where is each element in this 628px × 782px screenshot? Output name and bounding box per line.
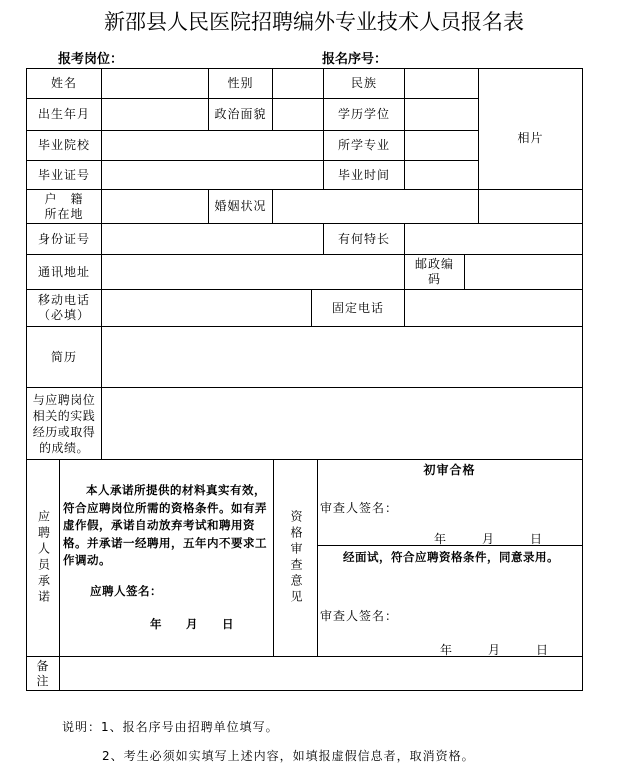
name-field[interactable] <box>102 69 208 98</box>
address-field[interactable] <box>102 255 404 289</box>
label-skills: 有何特长 <box>337 231 390 246</box>
label-gender: 性别 <box>227 76 254 90</box>
achievements-field[interactable] <box>102 388 582 459</box>
review-date-1: 年 月 日 <box>434 532 543 546</box>
label-address: 通讯地址 <box>37 264 90 279</box>
label-mobile-line1: 移动电话 <box>37 293 90 307</box>
label-achievements: 与应聘岗位相关的实践经历或取得的成绩。 <box>32 393 96 455</box>
label-ethnicity: 民族 <box>350 76 377 90</box>
label-cert: 毕业证号 <box>37 167 90 182</box>
label-remarks <box>27 657 59 690</box>
phone-field[interactable] <box>405 290 582 326</box>
label-mobile <box>27 290 101 326</box>
skills-field[interactable] <box>405 224 582 254</box>
label-name: 姓名 <box>50 76 77 90</box>
review-signature-2: 审查人签名： <box>320 609 399 623</box>
note-line-2: 2、考生必须如实填写上述内容，如填报虚假信息者，取消资格。 <box>102 749 475 763</box>
label-birth: 出生年月 <box>37 107 90 121</box>
label-id: 身份证号 <box>37 231 90 246</box>
label-hukou-line2: 所在地 <box>44 206 84 221</box>
resume-field[interactable] <box>102 327 582 387</box>
label-pledge: 应聘人员承诺 <box>36 510 51 606</box>
label-zip-line1: 邮政编 <box>414 257 454 271</box>
major-field[interactable] <box>405 131 478 160</box>
pledge-date: 年 月 日 <box>150 617 234 631</box>
marital-field[interactable] <box>273 190 478 223</box>
review-initial-title: 初审合格 <box>423 463 476 477</box>
label-zip-line2: 码 <box>427 272 441 286</box>
label-phone: 固定电话 <box>331 300 384 315</box>
pledge-text: 本人承诺所提供的材料真实有效，符合应聘岗位所需的资格条件。如有弄虚作假，承诺自动放弃考试和聘用资格。并承诺一经聘用，五年内不要求工作调动。 <box>63 483 267 567</box>
photo-box[interactable] <box>479 69 582 189</box>
label-mobile-line2: （必填） <box>37 308 90 322</box>
label-hukou-line1: 户 籍 <box>44 191 84 206</box>
label-review-cell <box>274 460 317 656</box>
review-date-2: 年 月 日 <box>440 643 549 657</box>
label-resume: 简历 <box>50 349 77 364</box>
label-major: 所学专业 <box>337 138 390 152</box>
ethnicity-field[interactable] <box>405 69 478 98</box>
label-photo: 相片 <box>517 131 544 145</box>
pledge-signature: 应聘人签名： <box>90 584 162 598</box>
position-label: 报考岗位： <box>58 52 124 67</box>
form-title: 新邵县人民医院招聘编外专业技术人员报名表 <box>104 10 524 34</box>
label-pledge-cell <box>27 460 59 656</box>
hukou-field[interactable] <box>102 190 208 223</box>
serial-label: 报名序号： <box>322 52 388 67</box>
label-hukou <box>27 190 101 223</box>
note-line-1: 说明：1、报名序号由招聘单位填写。 <box>62 720 279 734</box>
grad-time-field[interactable] <box>405 161 478 189</box>
school-field[interactable] <box>102 131 323 160</box>
cert-field[interactable] <box>102 161 323 189</box>
zip-field[interactable] <box>465 255 582 289</box>
label-review: 资格审查意见 <box>289 510 303 606</box>
label-education: 学历学位 <box>337 107 390 121</box>
label-grad-time: 毕业时间 <box>337 167 390 182</box>
label-marital: 婚姻状况 <box>214 199 267 213</box>
politics-field[interactable] <box>273 99 323 130</box>
review-signature-1: 审查人签名： <box>320 501 399 515</box>
label-politics: 政治面貌 <box>214 107 267 121</box>
mobile-field[interactable] <box>102 290 311 326</box>
remarks-field[interactable] <box>60 657 582 690</box>
label-school: 毕业院校 <box>37 138 90 152</box>
education-field[interactable] <box>405 99 478 130</box>
birth-field[interactable] <box>102 99 208 130</box>
gender-field[interactable] <box>273 69 323 98</box>
review-interview-text: 经面试，符合应聘资格条件，同意录用。 <box>343 550 559 564</box>
label-zip <box>405 255 464 289</box>
id-field[interactable] <box>102 224 323 254</box>
label-remarks-text: 备注 <box>36 658 50 688</box>
